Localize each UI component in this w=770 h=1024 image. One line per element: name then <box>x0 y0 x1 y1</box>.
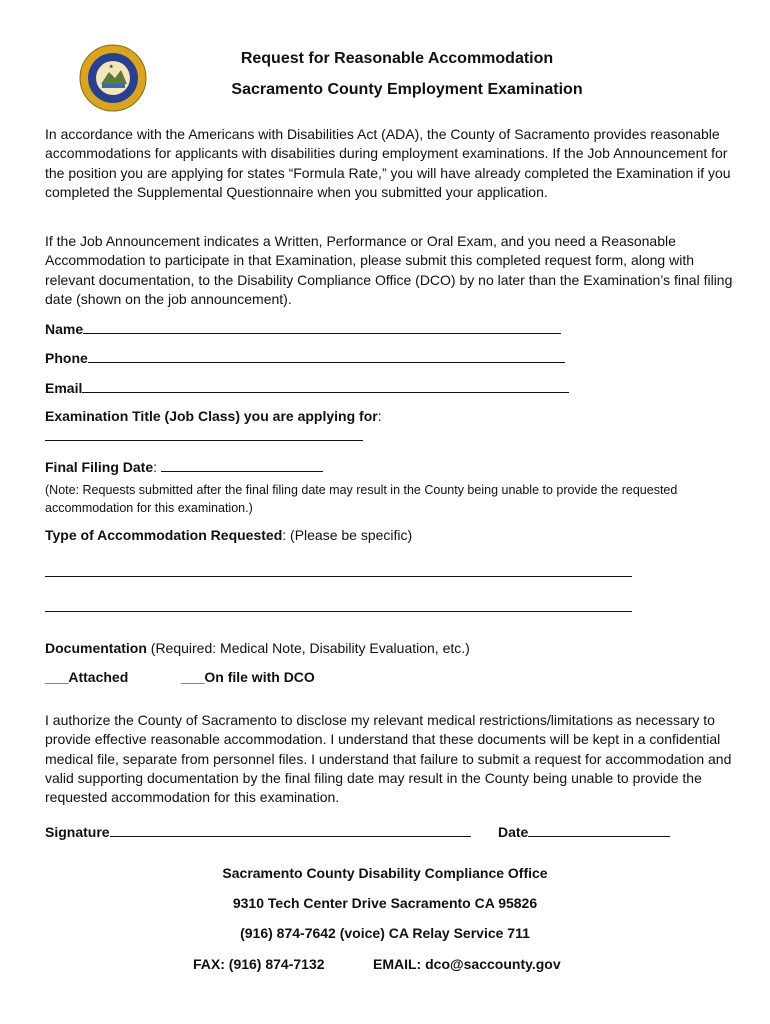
filing-date-label: Final Filing Date <box>45 459 154 475</box>
footer-fax: FAX: (916) 874-7132 <box>193 956 325 972</box>
date-field[interactable] <box>528 822 670 837</box>
filing-date-field[interactable] <box>161 457 323 472</box>
exam-title-field[interactable] <box>45 440 363 441</box>
exam-title-label: Examination Title (Job Class) you are applying for <box>45 408 378 424</box>
accommodation-row <box>45 526 412 544</box>
footer-office: Sacramento County Disability Compliance Office <box>222 865 548 881</box>
signature-row <box>45 822 471 841</box>
name-field[interactable] <box>83 319 561 334</box>
footer-address: 9310 Tech Center Drive Sacramento CA 95826 <box>232 895 538 911</box>
svg-text:★: ★ <box>109 64 114 70</box>
email-field[interactable] <box>82 378 569 393</box>
exam-title-colon: : <box>377 408 382 424</box>
intro-paragraph-exam: If the Job Announcement indicates a Written, Performance or Oral Exam, and you need a Reasonable Accommodation to participate in that Examination, please submit this completed request form, along with relevant documentation, to the Disability Compliance Office (DCO) by no later than the Examination’s final filing date (shown on the job announcement). <box>45 233 733 307</box>
exam-title-row <box>45 407 382 425</box>
attached-option[interactable]: ___Attached <box>45 669 129 685</box>
form-subtitle: Sacramento County Employment Examination <box>231 81 583 98</box>
name-label: Name <box>45 321 84 337</box>
documentation-label: Documentation <box>45 640 147 656</box>
accommodation-field-line-2[interactable] <box>45 611 632 612</box>
accommodation-label: Type of Accommodation Requested <box>45 527 283 543</box>
phone-field[interactable] <box>88 348 565 363</box>
filing-date-note: (Note: Requests submitted after the final filing date may result in the County being unable to provide the requested accommodation for this examination.) <box>45 483 678 515</box>
signature-label: Signature <box>45 824 110 840</box>
phone-field-row <box>45 348 565 367</box>
signature-field[interactable] <box>110 822 471 837</box>
footer-email[interactable]: EMAIL: dco@saccounty.gov <box>373 956 561 972</box>
form-title: Request for Reasonable Accommodation <box>240 50 554 67</box>
email-label: Email <box>45 380 83 396</box>
documentation-row <box>45 639 470 657</box>
intro-paragraph-ada: In accordance with the Americans with Disabilities Act (ADA), the County of Sacramento provides reasonable accommodations for applicants with disabilities during employment examinations. If the Job Announcement for the position you are applying for states “Formula Rate,” you will have already completed the Examination if you completed the Supplemental Questionnaire when you submitted your application. <box>45 126 731 200</box>
date-row <box>498 822 670 841</box>
accommodation-hint: : (Please be specific) <box>282 527 413 543</box>
filing-date-colon: : <box>153 459 158 475</box>
footer-phone: (916) 874-7642 (voice) CA Relay Service 711 <box>240 925 530 941</box>
email-field-row <box>45 378 569 397</box>
on-file-option[interactable]: ___On file with DCO <box>181 669 315 685</box>
name-field-row <box>45 319 561 338</box>
authorization-paragraph: I authorize the County of Sacramento to disclose my relevant medical restrictions/limitations as necessary to provide effective reasonable accommodation. I understand that these documents will be kept in a confidential medical file, separate from personnel files. I understand that failure to submit a request for accommodation and valid supporting documentation by the final filing date may result in the County being unable to provide the requested accommodation for this examination. <box>45 712 732 806</box>
accommodation-field-line-1[interactable] <box>45 576 632 577</box>
date-label: Date <box>498 824 529 840</box>
filing-date-row <box>45 457 323 476</box>
phone-label: Phone <box>45 350 88 366</box>
documentation-hint: (Required: Medical Note, Disability Evaluation, etc.) <box>146 640 470 656</box>
